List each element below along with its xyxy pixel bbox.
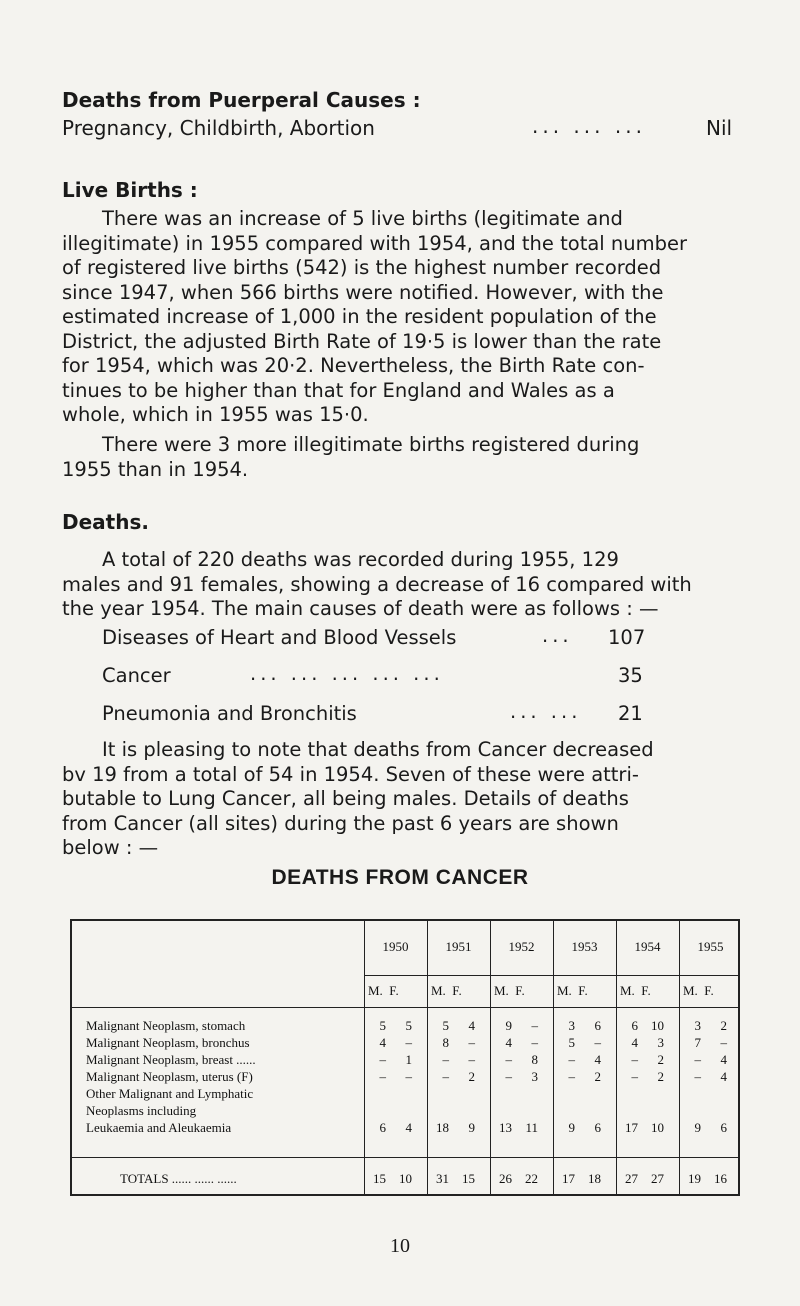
cell-male: – — [694, 1069, 701, 1084]
column-divider — [427, 921, 428, 1194]
cause-label: Diseases of Heart and Blood Vessels — [102, 626, 457, 649]
sex-header: M. F. — [431, 983, 462, 998]
text-line: It is pleasing to note that deaths from Cancer decreased — [102, 738, 654, 761]
cell-male: – — [568, 1052, 575, 1067]
cell-male: 4 — [505, 1035, 512, 1050]
cell-male: – — [379, 1052, 386, 1067]
sex-header: M. F. — [557, 983, 588, 998]
cell-female: 2 — [594, 1069, 601, 1084]
page-number: 10 — [390, 1235, 410, 1257]
year-header: 1952 — [508, 939, 535, 954]
cause-dots: ... ... ... ... ... — [250, 662, 444, 685]
cell-male: 4 — [631, 1035, 638, 1050]
puerperal-line-label: Pregnancy, Childbirth, Abortion — [62, 116, 375, 140]
puerperal-value: Nil — [706, 116, 733, 140]
cell-male: 6 — [631, 1018, 638, 1033]
cause-dots: ... ... — [510, 700, 582, 723]
cell-female: 9 — [468, 1120, 475, 1135]
cell-male: 9 — [694, 1120, 701, 1135]
cell-male: – — [505, 1069, 512, 1084]
cancer-table — [70, 919, 740, 1196]
sex-header: M. F. — [368, 983, 399, 998]
cell-male: – — [694, 1052, 701, 1067]
text-line: since 1947, when 566 births were notified. However, with the — [62, 280, 664, 304]
cell-female: 11 — [525, 1120, 538, 1135]
text-line: tinues to be higher than that for England and Wales as a — [62, 378, 615, 402]
cell-male: 4 — [379, 1035, 386, 1050]
cell-male: 17 — [625, 1120, 638, 1135]
row-divider — [364, 975, 738, 976]
cell-female: 1 — [405, 1052, 412, 1067]
cell-female: 3 — [657, 1035, 664, 1050]
year-header: 1953 — [571, 939, 598, 954]
cell-male: – — [568, 1069, 575, 1084]
cell-female: 4 — [405, 1120, 412, 1135]
cell-female: – — [531, 1018, 538, 1033]
live-births-para2 — [62, 433, 752, 482]
text-line: A total of 220 deaths was recorded during 1955, 129 — [102, 548, 619, 571]
cell-male: 17 — [562, 1171, 575, 1186]
cell-male: 3 — [694, 1018, 701, 1033]
cell-male: – — [442, 1052, 449, 1067]
text-line: bv 19 from a total of 54 in 1954. Seven of these were attri- — [62, 762, 639, 786]
column-divider — [616, 921, 617, 1194]
cell-male: 5 — [379, 1018, 386, 1033]
column-divider — [553, 921, 554, 1194]
year-header: 1954 — [634, 939, 661, 954]
row-divider — [72, 1157, 738, 1158]
cell-male: – — [631, 1069, 638, 1084]
cell-female: 2 — [720, 1018, 727, 1033]
cell-female: 6 — [720, 1120, 727, 1135]
cause-label: Cancer — [102, 664, 171, 687]
deaths-para1 — [62, 548, 752, 622]
cell-male: 26 — [499, 1171, 512, 1186]
row-label: Other Malignant and Lymphatic — [86, 1086, 254, 1101]
row-label: Malignant Neoplasm, uterus (F) — [86, 1069, 253, 1084]
cell-female: 5 — [405, 1018, 412, 1033]
cell-female: 6 — [594, 1018, 601, 1033]
table-title: DEATHS FROM CANCER — [271, 866, 529, 889]
cell-female: 18 — [588, 1171, 601, 1186]
cell-male: 15 — [373, 1171, 386, 1186]
cell-male: 19 — [688, 1171, 701, 1186]
cell-female: 4 — [594, 1052, 601, 1067]
cause-value: 107 — [608, 626, 646, 649]
cell-female: 27 — [651, 1171, 664, 1186]
cell-female: 2 — [657, 1052, 664, 1067]
cell-male: – — [442, 1069, 449, 1084]
cell-female: 16 — [714, 1171, 727, 1186]
column-divider — [679, 921, 680, 1194]
cell-male: 9 — [505, 1018, 512, 1033]
cause-label: Pneumonia and Bronchitis — [102, 702, 357, 725]
row-divider — [72, 1007, 738, 1008]
cell-female: – — [531, 1035, 538, 1050]
cell-female: 4 — [720, 1069, 727, 1084]
year-header: 1951 — [445, 939, 472, 954]
cell-female: 4 — [720, 1052, 727, 1067]
cell-male: – — [379, 1069, 386, 1084]
totals-label: TOTALS ...... ...... ...... — [120, 1171, 237, 1186]
cell-male: 7 — [694, 1035, 701, 1050]
deaths-para2 — [62, 738, 752, 861]
row-label: Malignant Neoplasm, breast ...... — [86, 1052, 256, 1067]
text-line: butable to Lung Cancer, all being males. Details of deaths — [62, 787, 629, 810]
cell-female: – — [405, 1069, 412, 1084]
cell-female: 4 — [468, 1018, 475, 1033]
cause-value: 21 — [618, 702, 643, 725]
cause-dots: ... — [542, 624, 573, 647]
row-label: Leukaemia and Aleukaemia — [86, 1120, 232, 1135]
cell-female: 15 — [462, 1171, 475, 1186]
cell-female: 10 — [651, 1018, 664, 1033]
cell-female: 2 — [468, 1069, 475, 1084]
text-line: There were 3 more illegitimate births registered during — [102, 433, 640, 456]
column-divider — [364, 921, 365, 1194]
text-line: for 1954, which was 20·2. Nevertheless, the Birth Rate con- — [62, 354, 645, 377]
cell-female: 10 — [399, 1171, 412, 1186]
cell-male: – — [631, 1052, 638, 1067]
text-line: District, the adjusted Birth Rate of 19·5 is lower than the rate — [62, 329, 662, 353]
cell-male: 8 — [442, 1035, 449, 1050]
cell-female: – — [468, 1052, 475, 1067]
cell-female: 6 — [594, 1120, 601, 1135]
sex-header: M. F. — [620, 983, 651, 998]
cell-male: – — [505, 1052, 512, 1067]
cell-male: 18 — [436, 1120, 449, 1135]
cell-female: – — [594, 1035, 601, 1050]
cell-female: 2 — [657, 1069, 664, 1084]
text-line: below : — — [62, 836, 159, 859]
row-label: Malignant Neoplasm, bronchus — [86, 1035, 250, 1050]
year-header: 1950 — [382, 939, 409, 954]
live-births-heading: Live Births : — [62, 178, 198, 202]
puerperal-heading: Deaths from Puerperal Causes : — [62, 88, 421, 112]
row-label: Malignant Neoplasm, stomach — [86, 1018, 246, 1033]
cell-female: 22 — [525, 1171, 538, 1186]
text-line: There was an increase of 5 live births (legitimate and — [102, 207, 623, 230]
row-label: Neoplasms including — [86, 1103, 197, 1118]
live-births-para1 — [62, 207, 752, 428]
cell-female: – — [405, 1035, 412, 1050]
text-line: of registered live births (542) is the highest number recorded — [62, 256, 662, 279]
cell-male: 5 — [568, 1035, 575, 1050]
text-line: estimated increase of 1,000 in the resident population of the — [62, 305, 657, 328]
cell-male: 31 — [436, 1171, 449, 1186]
text-line: from Cancer (all sites) during the past 6 years are shown — [62, 811, 619, 835]
cell-male: 27 — [625, 1171, 638, 1186]
cause-value: 35 — [618, 664, 643, 687]
cell-male: 9 — [568, 1120, 575, 1135]
cell-male: 6 — [379, 1120, 386, 1135]
text-line: illegitimate) in 1955 compared with 1954, and the total number — [62, 231, 688, 255]
year-header: 1955 — [697, 939, 724, 954]
puerperal-dots: ... ... ... — [532, 114, 646, 138]
text-line: males and 91 females, showing a decrease of 16 compared with — [62, 572, 692, 596]
sex-header: M. F. — [683, 983, 714, 998]
text-line: the year 1954. The main causes of death were as follows : — — [62, 597, 659, 620]
text-line: 1955 than in 1954. — [62, 457, 249, 481]
cell-male: 5 — [442, 1018, 449, 1033]
cell-female: – — [468, 1035, 475, 1050]
cell-female: – — [720, 1035, 727, 1050]
sex-header: M. F. — [494, 983, 525, 998]
cell-male: 3 — [568, 1018, 575, 1033]
deaths-heading: Deaths. — [62, 510, 149, 534]
cell-female: 3 — [531, 1069, 538, 1084]
cell-female: 8 — [531, 1052, 538, 1067]
text-line: whole, which in 1955 was 15·0. — [62, 403, 369, 426]
column-divider — [490, 921, 491, 1194]
cell-male: 13 — [499, 1120, 512, 1135]
cell-female: 10 — [651, 1120, 664, 1135]
